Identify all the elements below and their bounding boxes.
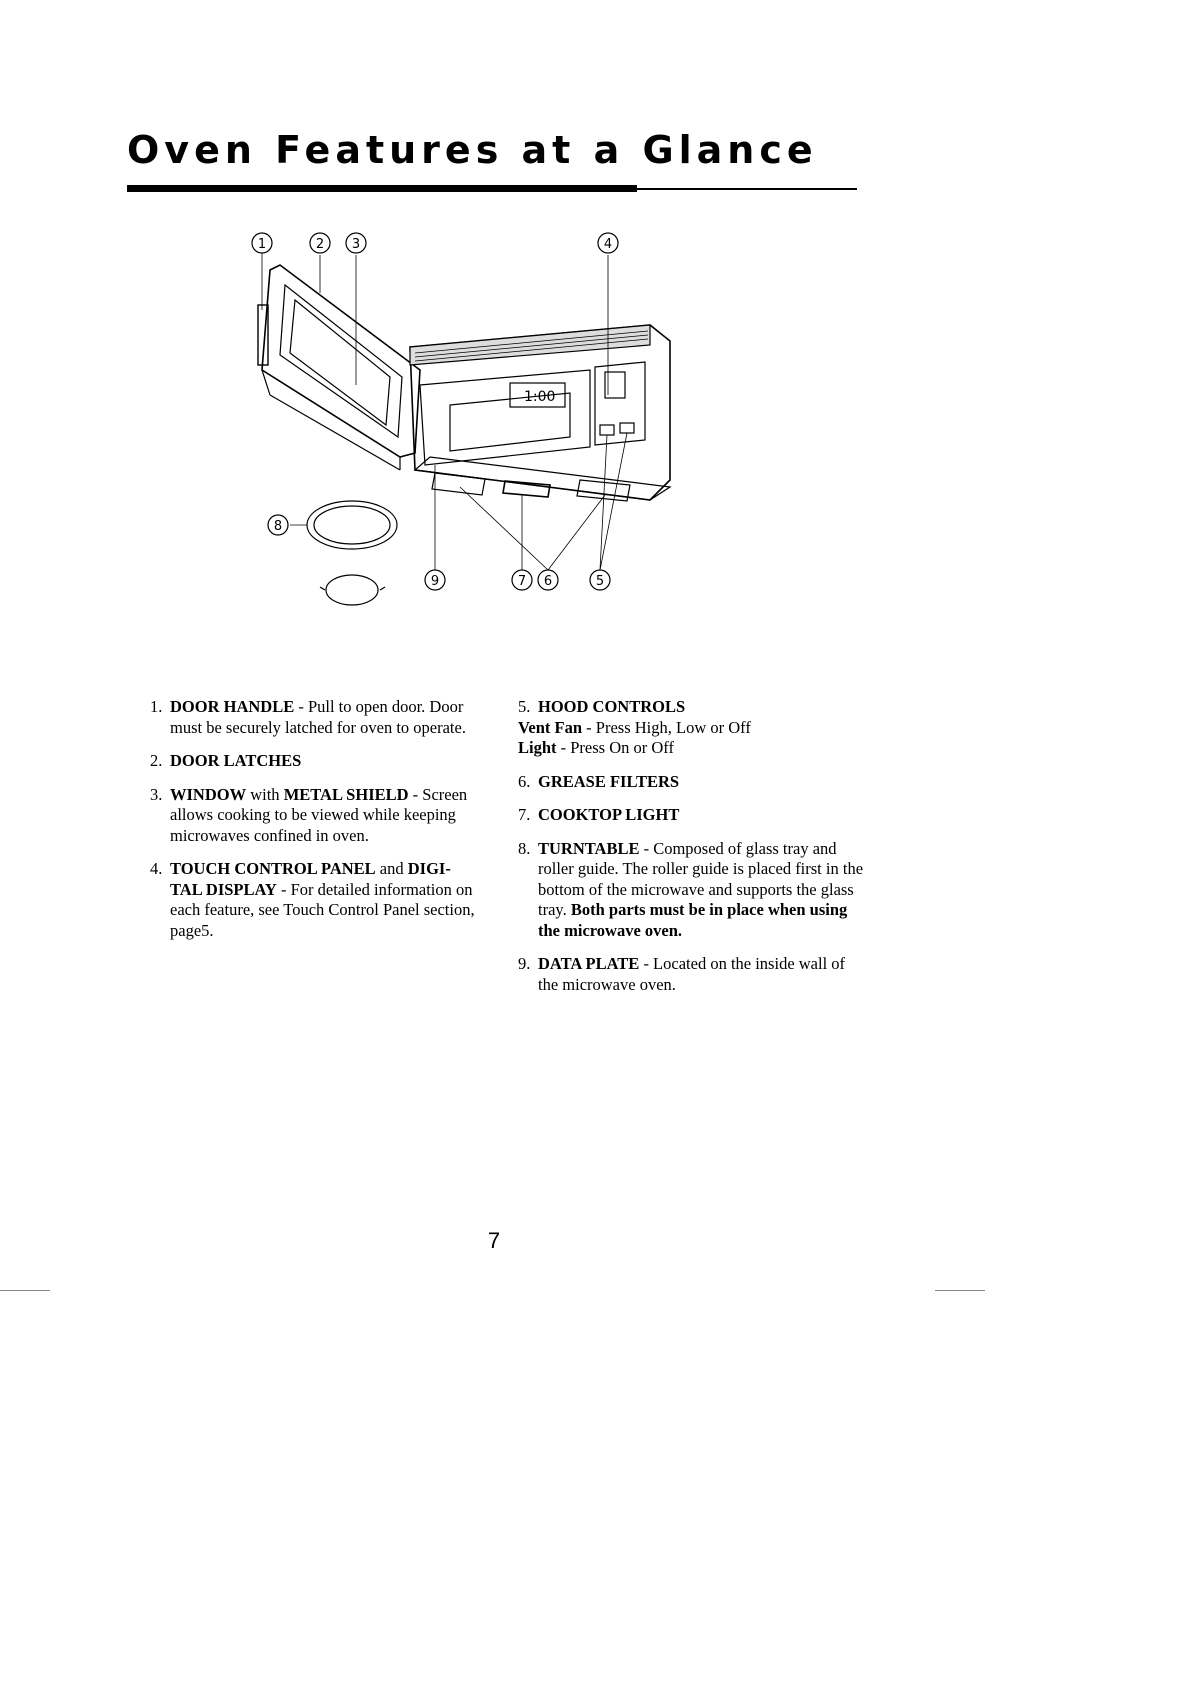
callout-2	[310, 233, 330, 253]
feature-item-7: 7. COOKTOP LIGHT	[518, 805, 680, 824]
page-number: 7	[487, 1228, 501, 1253]
feature-item-5: 5. HOOD CONTROLS Vent Fan - Press High, Low or Off Light - Press On or Off	[518, 697, 863, 759]
feature-desc: - Screen allows cooking to be viewed while keeping microwaves confined in oven.	[170, 784, 468, 845]
turntable	[307, 501, 397, 605]
features-left-column	[150, 697, 480, 954]
feature-desc: - For detailed information on each feature, see Touch Control Panel section, page5.	[170, 879, 475, 940]
cooktop-light	[503, 481, 550, 497]
svg-text:8: 8	[273, 519, 283, 534]
callout-9	[425, 570, 445, 590]
svg-text:1: 1	[257, 237, 267, 252]
svg-text:5: 5	[595, 574, 605, 589]
feature-name: GREASE FILTERS	[538, 771, 680, 791]
feature-item-2: 2. DOOR LATCHES	[150, 751, 302, 770]
feature-name-secondary: METAL SHIELD	[283, 784, 409, 804]
callout-5	[590, 570, 610, 590]
feature-desc: - Located on the inside wall of the microwave oven.	[538, 954, 846, 994]
feature-item-3: 3. WINDOW with METAL SHIELD - Screen allows cooking to be viewed while keeping microwaves confined in oven.	[150, 784, 468, 845]
svg-text:6: 6	[543, 574, 553, 589]
svg-text:1:00: 1:00	[524, 389, 556, 405]
feature-name: DOOR LATCHES	[170, 751, 302, 770]
feature-name: DATA PLATE	[538, 954, 640, 973]
feature-emphasis: Both parts must be in place when using the microwave oven.	[538, 900, 848, 940]
title-underline-thin	[637, 188, 857, 190]
feature-name: TURNTABLE	[538, 838, 640, 858]
margin-mark-left	[0, 1290, 50, 1291]
page-title: Oven Features at a Glance	[127, 128, 818, 172]
feature-desc: - Pull to open door. Door must be securely latched for oven to operate.	[170, 697, 466, 737]
svg-text:3: 3	[351, 237, 361, 252]
feature-name: WINDOW	[170, 784, 247, 804]
svg-text:4: 4	[603, 237, 613, 252]
callout-1	[252, 233, 272, 253]
feature-desc: - Composed of glass tray and roller guide. The roller guide is placed first in the bottom of the microwave and supports the glass tray.	[538, 838, 864, 919]
margin-mark-right	[935, 1290, 985, 1291]
feature-item-9: 9. DATA PLATE - Located on the inside wall of the microwave oven.	[518, 954, 846, 994]
feature-item-6: 6. GREASE FILTERS	[518, 771, 680, 791]
callout-8	[268, 515, 288, 535]
feature-name-secondary: DIGI-TAL DISPLAY	[170, 859, 451, 899]
feature-name: HOOD CONTROLS	[538, 697, 686, 716]
feature-name: TOUCH CONTROL PANEL	[170, 859, 376, 878]
svg-text:7: 7	[517, 574, 527, 589]
oven-door	[258, 265, 420, 470]
feature-item-1: 1. DOOR HANDLE - Pull to open door. Door must be securely latched for oven to operate.	[150, 697, 466, 737]
feature-item-8: 8. TURNTABLE - Composed of glass tray and roller guide. The roller guide is placed first in the bottom of the microwave and supports the glass tray. Both parts must be in place when using the microwave oven.	[518, 838, 864, 940]
leader-lines	[262, 253, 627, 570]
callout-6	[538, 570, 558, 590]
svg-text:2: 2	[315, 237, 325, 252]
feature-name: DOOR HANDLE	[170, 697, 295, 716]
title-underline-thick	[127, 185, 637, 192]
oven-body	[410, 325, 670, 501]
callout-7	[512, 570, 532, 590]
svg-text:9: 9	[430, 574, 440, 589]
oven-diagram	[250, 225, 770, 665]
grease-filter-left	[432, 473, 485, 495]
features-right-column	[518, 697, 863, 1008]
feature-name: COOKTOP LIGHT	[538, 805, 680, 824]
hood-control-light: Light - Press On or Off	[518, 738, 674, 757]
hood-control-vent-fan: Vent Fan - Press High, Low or Off	[518, 717, 751, 737]
feature-item-4: 4. TOUCH CONTROL PANEL and DIGI-TAL DISPLAY - For detailed information on each feature, see Touch Control Panel section, page5.	[150, 859, 475, 940]
callout-3	[346, 233, 366, 253]
callout-4	[598, 233, 618, 253]
